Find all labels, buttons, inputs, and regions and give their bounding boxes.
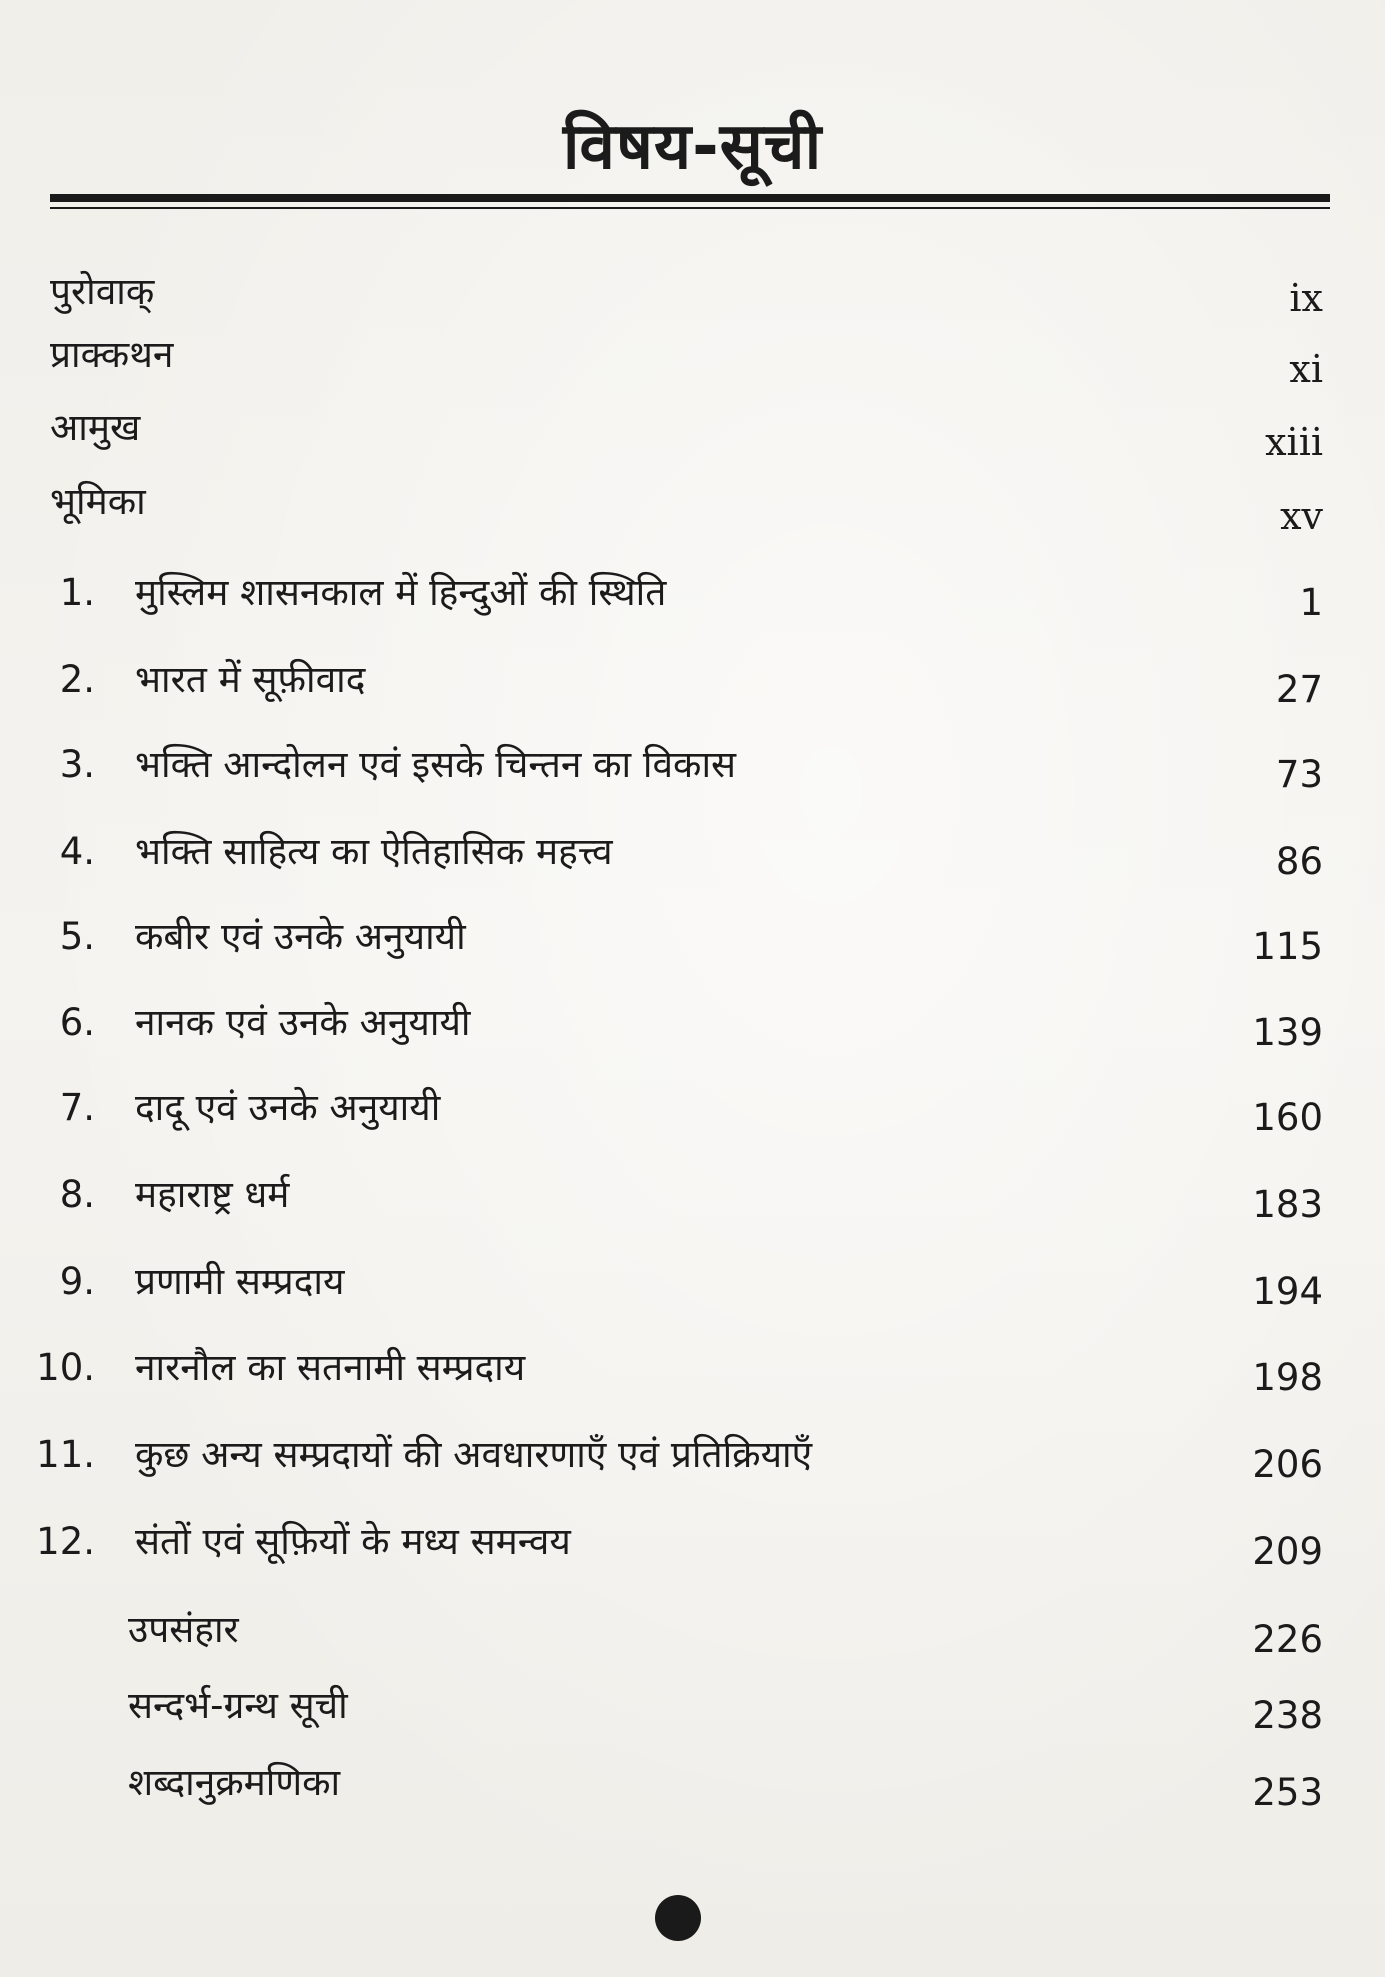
toc-chapter-label: मुस्लिम शासनकाल में हिन्दुओं की स्थिति — [135, 571, 667, 614]
toc-entry-page: xv — [1280, 494, 1323, 538]
toc-entry-page: xiii — [1265, 420, 1323, 464]
toc-chapter-number: 12. — [36, 1520, 95, 1563]
toc-chapter-10 — [0, 1338, 1385, 1398]
toc-chapter-label: भक्ति साहित्य का ऐतिहासिक महत्त्व — [135, 830, 613, 873]
toc-chapter-number: 3. — [59, 743, 95, 786]
toc-chapter-label: संतों एवं सूफ़ियों के मध्य समन्वय — [135, 1520, 571, 1563]
toc-chapter-4 — [0, 822, 1385, 882]
toc-entry-purovak — [0, 262, 1385, 322]
title-rule-thick — [50, 194, 1330, 202]
toc-chapter-label: दादू एवं उनके अनुयायी — [135, 1086, 441, 1129]
toc-entry-label: उपसंहार — [128, 1608, 239, 1651]
toc-chapter-number: 7. — [59, 1086, 95, 1129]
toc-chapter-number: 8. — [59, 1173, 95, 1216]
toc-chapter-9 — [0, 1252, 1385, 1312]
toc-entry-prakkathan — [0, 325, 1385, 391]
toc-chapter-page: 27 — [1275, 668, 1323, 711]
toc-chapter-page: 209 — [1252, 1530, 1323, 1573]
toc-chapter-number: 10. — [36, 1346, 95, 1389]
toc-chapter-page: 198 — [1252, 1356, 1323, 1399]
toc-chapter-page: 194 — [1252, 1270, 1323, 1313]
toc-chapter-page: 160 — [1252, 1096, 1323, 1139]
page-title: विषय-सूची — [562, 110, 823, 184]
toc-chapter-12 — [0, 1512, 1385, 1572]
toc-entry-label: सन्दर्भ-ग्रन्थ सूची — [128, 1684, 348, 1727]
toc-chapter-page: 139 — [1252, 1011, 1323, 1054]
toc-chapter-8 — [0, 1165, 1385, 1225]
toc-chapter-page: 206 — [1252, 1443, 1323, 1486]
toc-chapter-number: 6. — [59, 1001, 95, 1044]
toc-chapter-number: 1. — [59, 571, 95, 614]
toc-chapter-page: 86 — [1275, 840, 1323, 883]
toc-chapter-6 — [0, 993, 1385, 1053]
toc-chapter-11 — [0, 1425, 1385, 1485]
toc-chapter-2 — [0, 650, 1385, 710]
toc-entry-bhumika — [0, 472, 1385, 538]
toc-entry-label: आमुख — [50, 406, 141, 449]
toc-entry-page: xi — [1289, 347, 1323, 391]
toc-entry-page: ix — [1289, 276, 1323, 320]
toc-chapter-number: 9. — [59, 1260, 95, 1303]
toc-chapter-1 — [0, 563, 1385, 623]
toc-entry-label: पुरोवाक् — [50, 270, 155, 313]
toc-chapter-label: प्रणामी सम्प्रदाय — [135, 1260, 345, 1303]
toc-chapter-label: नानक एवं उनके अनुयायी — [135, 1001, 471, 1044]
toc-chapter-number: 2. — [59, 658, 95, 701]
toc-chapter-page: 115 — [1252, 925, 1323, 968]
toc-entry-aamukh — [0, 398, 1385, 464]
toc-chapter-label: नारनौल का सतनामी सम्प्रदाय — [135, 1346, 526, 1389]
toc-chapter-number: 11. — [36, 1433, 95, 1476]
toc-chapter-label: भारत में सूफ़ीवाद — [135, 658, 366, 701]
toc-entry-label: प्राक्कथन — [50, 333, 174, 376]
toc-chapter-page: 1 — [1299, 581, 1323, 624]
toc-entry-bibliography — [0, 1676, 1385, 1736]
toc-chapter-5 — [0, 907, 1385, 967]
toc-chapter-page: 73 — [1275, 753, 1323, 796]
toc-chapter-label: भक्ति आन्दोलन एवं इसके चिन्तन का विकास — [135, 743, 737, 786]
toc-entry-page: 226 — [1252, 1618, 1323, 1661]
toc-chapter-number: 4. — [59, 830, 95, 873]
toc-entry-page: 238 — [1252, 1694, 1323, 1737]
toc-chapter-7 — [0, 1078, 1385, 1138]
toc-chapter-number: 5. — [59, 915, 95, 958]
toc-chapter-label: महाराष्ट्र धर्म — [135, 1173, 290, 1216]
page-bullet-mark — [655, 1895, 701, 1941]
toc-chapter-label: कुछ अन्य सम्प्रदायों की अवधारणाएँ एवं प्रतिक्रियाएँ — [135, 1433, 813, 1476]
toc-chapter-page: 183 — [1252, 1183, 1323, 1226]
toc-chapter-3 — [0, 735, 1385, 795]
toc-entry-upsanhar — [0, 1600, 1385, 1660]
toc-chapter-label: कबीर एवं उनके अनुयायी — [135, 915, 466, 958]
toc-entry-index — [0, 1753, 1385, 1813]
toc-entry-label: शब्दानुक्रमणिका — [128, 1761, 341, 1804]
toc-entry-page: 253 — [1252, 1771, 1323, 1814]
toc-entry-label: भूमिका — [50, 480, 146, 523]
title-rule-thin — [50, 207, 1330, 209]
